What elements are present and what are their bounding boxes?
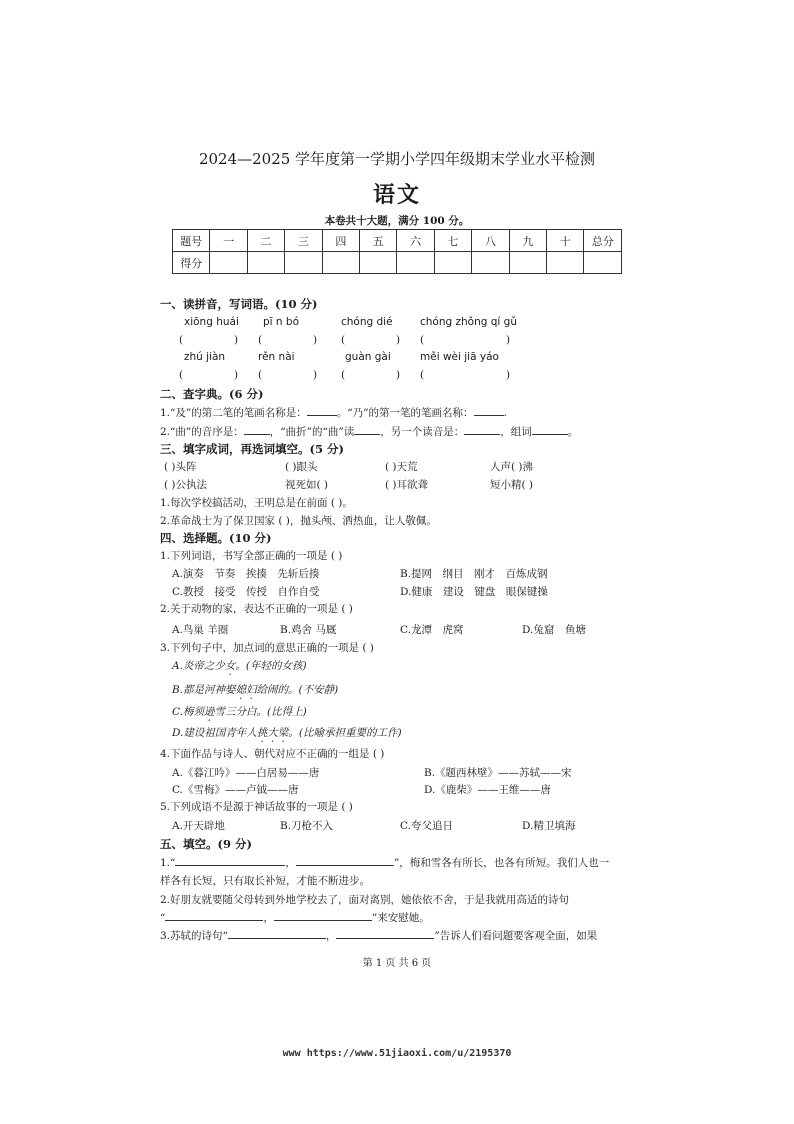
answer-paren-close: ): [396, 334, 401, 346]
fill-word[interactable]: ( )公执法: [164, 479, 208, 491]
fill-word[interactable]: ( )跟头: [285, 461, 318, 473]
question-text: ，: [285, 857, 296, 869]
dotted-word: 女: [224, 660, 236, 672]
pinyin: guàn gài: [345, 351, 391, 363]
answer-paren-close: ): [234, 369, 239, 381]
pinyin: měi wèi jiā yáo: [420, 351, 499, 363]
question-text: 1.“及”的第二笔的笔画名称是：: [160, 407, 307, 419]
score-input-cell[interactable]: [547, 252, 584, 274]
score-input-cell[interactable]: [360, 252, 397, 274]
option-d[interactable]: [172, 725, 402, 745]
question-text: ”来安慰她。: [371, 912, 430, 924]
question-text: ，“曲折”的“曲”读: [269, 426, 355, 438]
score-cell: 九: [509, 230, 546, 252]
answer-blank[interactable]: [228, 928, 326, 939]
exam-title: 2024—2025 学年度第一学期小学四年级期末学业水平检测: [198, 150, 596, 168]
option-d[interactable]: D.《鹿柴》——王维——唐: [424, 784, 551, 796]
option-c[interactable]: C.夸父追日: [400, 820, 453, 832]
question-5-1-cont: 样各有长短，只有取长补短，才能不断进步。: [160, 875, 370, 887]
answer-blank[interactable]: [244, 424, 270, 435]
option-b[interactable]: B.鸡舍 马厩: [280, 624, 337, 636]
question-2-1: [160, 405, 507, 420]
exam-note: 本卷共十大题，满分 100 分。: [324, 215, 470, 227]
option-c[interactable]: C.《雪梅》——卢钺——唐: [172, 784, 299, 796]
question-text: .: [503, 407, 507, 419]
option-c[interactable]: C.教授 接受 传授 自作自受: [172, 586, 320, 598]
option-c[interactable]: C.龙潭 虎窝: [400, 624, 464, 636]
answer-paren-close: ): [234, 334, 239, 346]
answer-blank[interactable]: [165, 910, 263, 921]
score-cell: 八: [472, 230, 509, 252]
question-4-4: 4.下面作品与诗人、朝代对应不正确的一组是 ( ): [160, 748, 385, 760]
fill-word[interactable]: ( )天荒: [385, 461, 418, 473]
option-d[interactable]: D.健康 建设 键盘 眼保键操: [400, 586, 548, 598]
score-table: [172, 229, 622, 274]
answer-blank[interactable]: [354, 424, 380, 435]
score-input-cell[interactable]: [397, 252, 434, 274]
question-4-2: 2.关于动物的家，表达不正确的一项是 ( ): [160, 603, 353, 615]
score-cell: 七: [434, 230, 471, 252]
answer-paren-close: ): [396, 369, 401, 381]
fill-word[interactable]: ( )耳欲聋: [385, 479, 429, 491]
score-input-cell[interactable]: [247, 252, 284, 274]
option-a[interactable]: A.开天辟地: [172, 820, 225, 832]
answer-blank[interactable]: [474, 405, 504, 416]
question-text: ，: [325, 930, 337, 942]
section-2-heading: 二、查字典。(6 分): [160, 387, 264, 401]
answer-paren-open: (: [179, 334, 184, 346]
option-text: 。(比喻承担重要的工作): [288, 727, 402, 739]
answer-paren-close: ): [506, 369, 511, 381]
section-1-heading: 一、读拼音，写词语。(10 分): [160, 297, 318, 311]
score-cell: 五: [360, 230, 397, 252]
score-input-cell[interactable]: [584, 252, 622, 274]
question-text: 1.“: [160, 857, 176, 869]
option-b[interactable]: B.《题西林壁》——苏轼——宋: [424, 767, 572, 779]
question-text: ”，梅和雪各有所长，也各有所短。我们人也一: [393, 857, 610, 869]
answer-paren-close: ): [313, 369, 318, 381]
option-a[interactable]: [172, 658, 307, 678]
answer-paren-open: (: [341, 369, 346, 381]
question-3-1: 1.每次学校搞活动，王明总是在前面 ( )。: [160, 497, 353, 509]
question-5-2-cont: [160, 910, 430, 925]
score-input-cell[interactable]: [322, 252, 359, 274]
answer-blank[interactable]: [175, 855, 285, 866]
pinyin: chóng dié: [341, 316, 393, 328]
answer-blank[interactable]: [336, 928, 434, 939]
question-text: ，: [263, 912, 274, 924]
score-table-header-row: [173, 230, 622, 252]
score-input-cell[interactable]: [472, 252, 509, 274]
page-number: 第 1 页 共 6 页: [362, 958, 432, 969]
score-label: 得分: [173, 252, 210, 274]
fill-word[interactable]: 视死如( ): [285, 479, 329, 491]
score-cell: 十: [547, 230, 584, 252]
answer-blank[interactable]: [307, 405, 337, 416]
question-text: ，另一个读音是：: [380, 426, 465, 438]
option-b[interactable]: [172, 682, 338, 702]
answer-blank[interactable]: [532, 424, 568, 435]
answer-paren-close: ): [506, 334, 511, 346]
fill-word[interactable]: 人声( )沸: [490, 461, 534, 473]
answer-paren-open: (: [179, 369, 184, 381]
pinyin: pī n bó: [263, 316, 300, 328]
question-text: 2.“曲”的音序是：: [160, 426, 244, 438]
question-5-1: [160, 855, 609, 870]
question-5-3: [160, 928, 597, 943]
question-text: 3.苏轼的诗句“: [160, 930, 228, 942]
answer-paren-open: (: [341, 334, 346, 346]
question-3-2: 2.革命战士为了保卫国家 ( )，抛头颅、洒热血，让人敬佩。: [160, 515, 437, 527]
score-table-score-row: [173, 252, 622, 274]
answer-paren-open: (: [258, 369, 263, 381]
pinyin: zhú jiàn: [184, 351, 226, 363]
dotted-word: 逊: [204, 706, 215, 718]
question-5-2: 2.好朋友就要随父母转到外地学校去了，面对离别，她依依不舍，于是我就用高适的诗句: [160, 894, 570, 906]
answer-paren-open: (: [420, 334, 425, 346]
answer-blank[interactable]: [274, 910, 372, 921]
question-4-5: 5.下列成语不是源于神话故事的一项是 ( ): [160, 801, 353, 813]
pinyin: chóng zhǒng qí gǔ: [420, 316, 517, 328]
answer-blank[interactable]: [464, 424, 500, 435]
fill-word[interactable]: ( )头阵: [164, 461, 197, 473]
score-cell: 四: [322, 230, 359, 252]
question-2-2: [160, 424, 578, 439]
option-text: A.炎帝之少: [172, 660, 225, 672]
score-input-cell[interactable]: [509, 252, 546, 274]
score-cell: 六: [397, 230, 434, 252]
option-text: 雪三分白。(比得上): [214, 706, 307, 718]
option-c[interactable]: [172, 704, 307, 724]
answer-paren-open: (: [420, 369, 425, 381]
subject-title: 语文: [372, 182, 421, 208]
answer-paren-close: ): [313, 334, 318, 346]
pinyin: xiōng huái: [184, 316, 239, 328]
question-text: 。“乃”的第一笔的笔画名称：: [336, 407, 474, 419]
option-text: C.梅须: [172, 706, 204, 718]
score-input-cell[interactable]: [285, 252, 322, 274]
score-cell: 三: [285, 230, 322, 252]
option-text: 给闹的。(不安静): [256, 684, 339, 696]
fill-word[interactable]: 短小精( ): [490, 479, 534, 491]
option-text: D.建设祖国青年人: [172, 727, 257, 739]
score-cell: 总分: [584, 230, 622, 252]
answer-paren-open: (: [258, 334, 263, 346]
option-a[interactable]: A.《暮江吟》——白居易——唐: [172, 767, 320, 779]
section-5-heading: 五、填空。(9 分): [160, 837, 252, 851]
option-text: 。(年轻的女孩): [235, 660, 307, 672]
score-cell: 一: [210, 230, 247, 252]
option-a[interactable]: A.演奏 节奏 挨揍 先斩后揍: [172, 568, 320, 580]
question-text: 。: [567, 426, 579, 438]
score-cell: 题号: [173, 230, 210, 252]
question-text: ”告诉人们看问题要客观全面，如果: [434, 930, 598, 942]
option-b[interactable]: B.刀枪不入: [280, 820, 334, 832]
section-4-heading: 四、选择题。(10 分): [160, 531, 272, 545]
question-4-1: 1.下列词语，书写全部正确的一项是 ( ): [160, 550, 343, 562]
answer-blank[interactable]: [296, 855, 394, 866]
option-b[interactable]: B.提网 纲目 刚才 百炼成钢: [400, 568, 548, 580]
dotted-word: 媳妇: [235, 684, 257, 696]
question-4-3: 3.下列句子中，加点词的意思正确的一项是 ( ): [160, 642, 374, 654]
score-cell: 二: [247, 230, 284, 252]
question-text: ，组词: [500, 426, 532, 438]
option-text: B.都是河神娶: [172, 684, 236, 696]
question-text: “: [160, 912, 166, 924]
dotted-word: 挑大梁: [256, 727, 289, 739]
option-d[interactable]: D.兔窟 鱼塘: [522, 624, 586, 636]
option-d[interactable]: D.精卫填海: [522, 820, 576, 832]
pinyin: rěn nài: [258, 351, 295, 363]
score-input-cell[interactable]: [210, 252, 247, 274]
watermark-url: www https://www.51jiaoxi.com/u/2195370: [282, 1048, 512, 1059]
option-a[interactable]: A.鸟巢 羊圈: [172, 624, 229, 636]
score-input-cell[interactable]: [434, 252, 471, 274]
section-3-heading: 三、填字成词，再选词填空。(5 分): [160, 442, 344, 456]
